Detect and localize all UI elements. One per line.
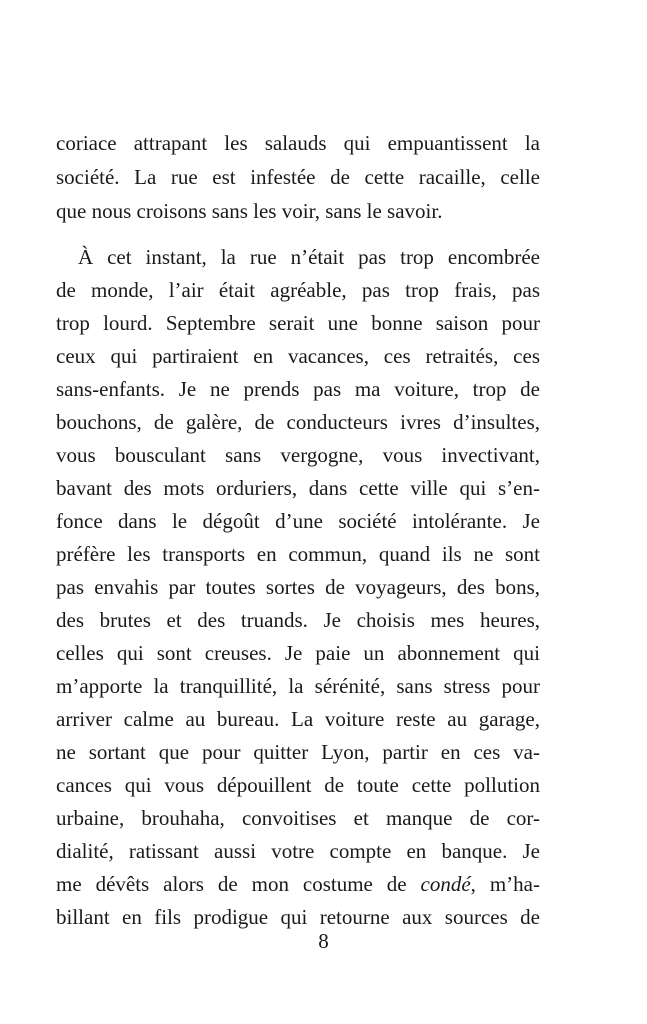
paragraph-main (56, 241, 540, 934)
text-line: arriver calme au bureau. La voiture reste au garage, (56, 707, 540, 731)
text-fragment: , m’ha- (470, 872, 540, 896)
text-line: bavant des mots orduriers, dans cette ville qui s’en- (56, 476, 540, 500)
text-line: fonce dans le dégoût d’une société intolérante. Je (56, 509, 540, 533)
text-line: billant en fils prodigue qui retourne aux sources de (56, 905, 540, 929)
text-line: m’apporte la tranquillité, la sérénité, sans stress pour (56, 674, 540, 698)
italic-word: condé (420, 872, 471, 896)
text-line: celles qui sont creuses. Je paie un abonnement qui (56, 641, 540, 665)
text-line: des brutes et des truands. Je choisis mes heures, (56, 608, 540, 632)
text-line: dialité, ratissant aussi votre compte en banque. Je (56, 839, 540, 863)
paragraph-continuation (56, 127, 540, 229)
text-line: cances qui vous dépouillent de toute cette pollution (56, 773, 540, 797)
text-line: pas envahis par toutes sortes de voyageurs, des bons, (56, 575, 540, 599)
text-line: trop lourd. Septembre serait une bonne saison pour (56, 311, 540, 335)
text-line-with-italic (56, 868, 540, 901)
text-line: À cet instant, la rue n’était pas trop encombrée (78, 245, 540, 269)
text-line: que nous croisons sans les voir, sans le savoir. (56, 199, 443, 223)
text-line: urbaine, brouhaha, convoitises et manque de cor- (56, 806, 540, 830)
text-line: ne sortant que pour quitter Lyon, partir en ces va- (56, 740, 540, 764)
page-number: 8 (318, 929, 329, 953)
text-line: ceux qui partiraient en vacances, ces retraités, ces (56, 344, 540, 368)
text-line: bouchons, de galère, de conducteurs ivres d’insultes, (56, 410, 540, 434)
text-line: coriace attrapant les salauds qui empuantissent la (56, 131, 540, 155)
text-line: de monde, l’air était agréable, pas trop frais, pas (56, 278, 540, 302)
text-line: vous bousculant sans vergogne, vous invectivant, (56, 443, 540, 467)
text-fragment: me dévêts alors de mon costume de (56, 872, 421, 896)
text-line: société. La rue est infestée de cette racaille, celle (56, 165, 540, 189)
text-line: préfère les transports en commun, quand ils ne sont (56, 542, 540, 566)
text-line: sans-enfants. Je ne prends pas ma voiture, trop de (56, 377, 540, 401)
